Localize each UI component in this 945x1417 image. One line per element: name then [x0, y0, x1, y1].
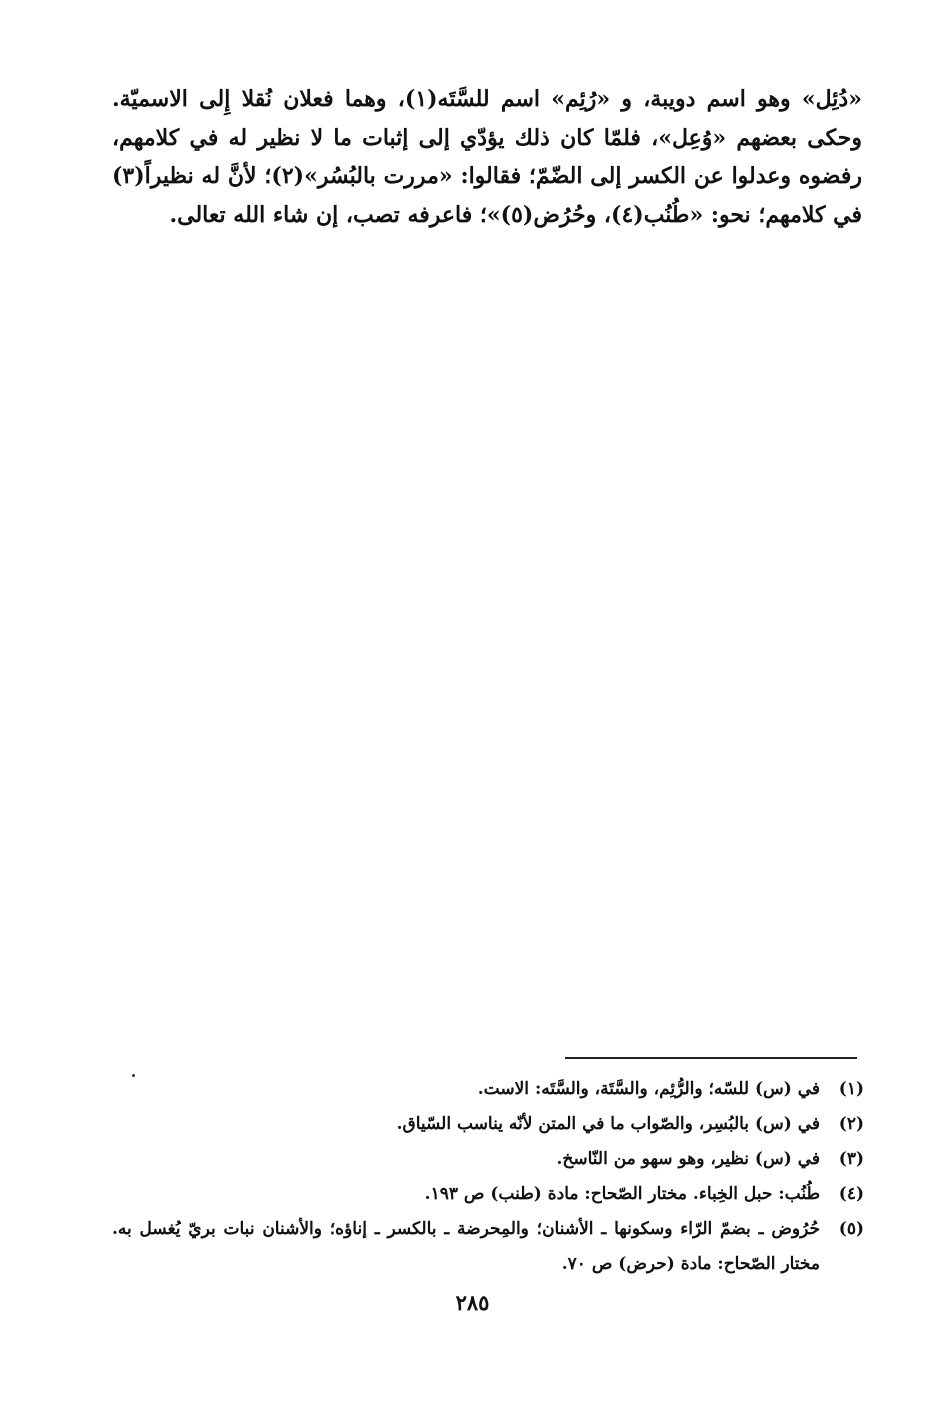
footnote-5 — [112, 1212, 864, 1282]
footnote-4 — [112, 1177, 864, 1212]
footnote-text: طُنُب: حبل الخِباء. مختار الصّحاح: مادة (طنب) ص ١٩٣. — [424, 1184, 820, 1204]
footnote-text: حُرُوض ـ بضمّ الرّاء وسكونها ـ الأشنان؛ والمِحرضة ـ بالكسر ـ إناؤه؛ والأشنان نبات بريّ يُغسل به. مختار الصّحاح: مادة (حرض) ص ٧٠. — [112, 1219, 820, 1274]
footnote-number: (٤) — [838, 1184, 864, 1204]
footnote-number: (٢) — [838, 1114, 864, 1134]
footnote-text: في (س) بالبُسِر، والصّواب ما في المتن لأنّه يناسب السّياق. — [396, 1114, 820, 1134]
main-paragraph: «دُئِل» وهو اسم دويبة، و «رُئِم» اسم للسَّتَه(١)، وهما فعلان نُقلا إِلى الاسميّة. وحكى بعضهم «وُعِل»، فلمّا كان ذلك يؤدّي إلى إثبات ما لا نظير له في كلامهم، رفضوه وعدلوا عن الكسر إلى الضّمّ؛ فقالوا: «مررت بالبُسُر»(٢)؛ لأنَّ له نظيراً(٣) في كلامهم؛ نحو: «طُنُب(٤)، وحُرُض(٥)»؛ فاعرفه تصب، إن شاء الله تعالى. — [112, 86, 862, 228]
page-number: ٢٨٥ — [455, 1290, 490, 1315]
footnote-number: (١) — [838, 1079, 864, 1099]
footnote-1 — [112, 1072, 864, 1107]
footnote-2 — [112, 1107, 864, 1142]
main-text — [112, 80, 862, 234]
footnote-3 — [112, 1142, 864, 1177]
footnote-text: في (س) نظير، وهو سهو من النّاسخ. — [556, 1149, 820, 1169]
footnote-separator — [565, 1057, 857, 1059]
footnote-text: في (س) للسّه؛ والرُّئِم، والسَّتَة، والسَّتَه: الاست. — [477, 1079, 820, 1099]
footnote-number: (٣) — [838, 1149, 864, 1169]
footnotes — [112, 1072, 864, 1282]
footnote-number: (٥) — [838, 1219, 864, 1239]
